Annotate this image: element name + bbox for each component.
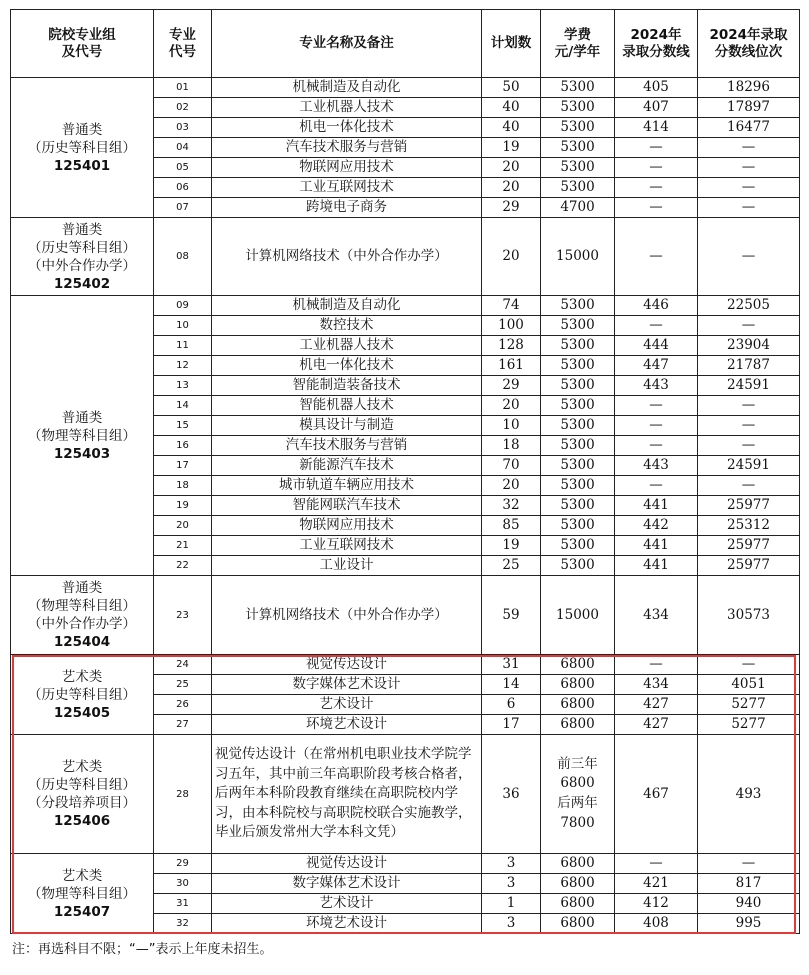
plan-count: 3 (482, 914, 541, 934)
plan-count: 19 (482, 138, 541, 158)
major-name: 模具设计与制造 (212, 416, 482, 436)
header-score: 2024年 录取分数线 (615, 10, 698, 78)
group-label-line: 艺术类 (61, 867, 103, 884)
major-code: 19 (154, 496, 212, 516)
group-label-line: 普通类 (61, 409, 103, 426)
major-name: 跨境电子商务 (212, 198, 482, 218)
min-score-2024: 447 (615, 356, 698, 376)
plan-count: 85 (482, 516, 541, 536)
group-label-line: （分段培养项目） (28, 795, 136, 811)
major-name: 艺术设计 (212, 894, 482, 914)
plan-count: 32 (482, 496, 541, 516)
min-rank-2024: — (698, 138, 800, 158)
table-row (11, 78, 800, 98)
major-code: 28 (154, 735, 212, 854)
major-code: 03 (154, 118, 212, 138)
group-cell (11, 854, 154, 934)
tuition-fee: 5300 (541, 516, 615, 536)
min-rank-2024: 25977 (698, 556, 800, 576)
tuition-fee: 5300 (541, 138, 615, 158)
min-rank-2024: — (698, 198, 800, 218)
min-score-2024: 427 (615, 695, 698, 715)
group-code: 125407 (53, 903, 111, 920)
min-score-2024: 427 (615, 715, 698, 735)
major-name: 视觉传达设计 (212, 655, 482, 675)
plan-count: 128 (482, 336, 541, 356)
major-name: 视觉传达设计（在常州机电职业技术学院学习五年，其中前三年高职阶段考核合格者，后两年本科阶段教育继续在高职院校内学习，由本科院校与高职院校联合实施教学，毕业后颁发常州大学本科文凭） (212, 735, 482, 854)
tuition-fee: 5300 (541, 356, 615, 376)
min-rank-2024: 25312 (698, 516, 800, 536)
major-code: 25 (154, 675, 212, 695)
min-score-2024: — (615, 138, 698, 158)
tuition-fee: 5300 (541, 78, 615, 98)
group-label-line: 艺术类 (61, 668, 103, 685)
tuition-fee: 6800 (541, 715, 615, 735)
major-name: 工业互联网技术 (212, 536, 482, 556)
table-row (11, 655, 800, 675)
min-score-2024: 408 (615, 914, 698, 934)
min-score-2024: 441 (615, 496, 698, 516)
major-name: 城市轨道车辆应用技术 (212, 476, 482, 496)
group-cell (11, 735, 154, 854)
plan-count: 40 (482, 118, 541, 138)
plan-count: 3 (482, 854, 541, 874)
major-name: 新能源汽车技术 (212, 456, 482, 476)
min-rank-2024: 25977 (698, 496, 800, 516)
group-label-line: （物理等科目组） (28, 598, 136, 614)
min-score-2024: — (615, 476, 698, 496)
major-code: 13 (154, 376, 212, 396)
plan-count: 31 (482, 655, 541, 675)
tuition-fee: 5300 (541, 456, 615, 476)
table-body (11, 78, 800, 934)
header-row (11, 10, 800, 78)
major-code: 23 (154, 576, 212, 655)
min-score-2024: — (615, 178, 698, 198)
plan-count: 100 (482, 316, 541, 336)
tuition-fee: 6800 (541, 874, 615, 894)
tuition-fee: 5300 (541, 296, 615, 316)
fee-line: 6800 (560, 775, 595, 792)
min-rank-2024: 23904 (698, 336, 800, 356)
min-score-2024: 441 (615, 536, 698, 556)
tuition-fee: 5300 (541, 396, 615, 416)
major-name: 工业设计 (212, 556, 482, 576)
plan-count: 20 (482, 476, 541, 496)
min-rank-2024: — (698, 218, 800, 296)
min-rank-2024: 24591 (698, 456, 800, 476)
major-code: 30 (154, 874, 212, 894)
plan-count: 17 (482, 715, 541, 735)
min-score-2024: — (615, 436, 698, 456)
major-name: 机电一体化技术 (212, 356, 482, 376)
major-code: 18 (154, 476, 212, 496)
min-score-2024: 405 (615, 78, 698, 98)
major-name: 工业互联网技术 (212, 178, 482, 198)
min-rank-2024: — (698, 396, 800, 416)
major-code: 14 (154, 396, 212, 416)
min-rank-2024: — (698, 158, 800, 178)
group-code: 125405 (53, 704, 111, 721)
major-name: 视觉传达设计 (212, 854, 482, 874)
header-group: 院校专业组 及代号 (11, 10, 154, 78)
group-label-line: （中外合作办学） (28, 257, 136, 274)
min-score-2024: — (615, 854, 698, 874)
min-score-2024: — (615, 655, 698, 675)
header-name: 专业名称及备注 (212, 10, 482, 78)
group-label-line: （历史等科目组） (28, 239, 136, 256)
major-code: 08 (154, 218, 212, 296)
major-code: 09 (154, 296, 212, 316)
min-score-2024: 442 (615, 516, 698, 536)
group-code: 125406 (53, 813, 111, 829)
min-rank-2024: — (698, 416, 800, 436)
group-label-line: （中外合作办学） (28, 616, 136, 632)
header-fee: 学费 元/学年 (541, 10, 615, 78)
min-rank-2024: 17897 (698, 98, 800, 118)
min-rank-2024: — (698, 436, 800, 456)
admission-table (10, 9, 800, 934)
min-rank-2024: 16477 (698, 118, 800, 138)
min-score-2024: 444 (615, 336, 698, 356)
min-rank-2024: 493 (698, 735, 800, 854)
group-code: 125404 (53, 634, 111, 650)
group-cell (11, 218, 154, 296)
major-name: 物联网应用技术 (212, 158, 482, 178)
min-rank-2024: 18296 (698, 78, 800, 98)
major-name: 计算机网络技术（中外合作办学） (212, 218, 482, 296)
min-rank-2024: 24591 (698, 376, 800, 396)
major-code: 04 (154, 138, 212, 158)
plan-count: 20 (482, 396, 541, 416)
min-score-2024: 446 (615, 296, 698, 316)
min-rank-2024: 4051 (698, 675, 800, 695)
table-row (11, 735, 800, 854)
min-score-2024: — (615, 316, 698, 336)
footnote: 注：再选科目不限；“—”表示上年度未招生。 (12, 942, 273, 957)
major-code: 29 (154, 854, 212, 874)
major-name: 物联网应用技术 (212, 516, 482, 536)
tuition-fee: 5300 (541, 476, 615, 496)
min-score-2024: 434 (615, 576, 698, 655)
min-score-2024: 443 (615, 376, 698, 396)
header-plan: 计划数 (482, 10, 541, 78)
major-code: 15 (154, 416, 212, 436)
tuition-fee: 4700 (541, 198, 615, 218)
plan-count: 19 (482, 536, 541, 556)
min-score-2024: 467 (615, 735, 698, 854)
min-score-2024: 414 (615, 118, 698, 138)
plan-count: 25 (482, 556, 541, 576)
min-rank-2024: 995 (698, 914, 800, 934)
group-label-line: （历史等科目组） (28, 777, 136, 793)
min-rank-2024: — (698, 178, 800, 198)
min-rank-2024: 25977 (698, 536, 800, 556)
plan-count: 70 (482, 456, 541, 476)
min-score-2024: 441 (615, 556, 698, 576)
group-label-line: 普通类 (61, 580, 103, 596)
tuition-fee: 15000 (541, 576, 615, 655)
major-name: 数字媒体艺术设计 (212, 874, 482, 894)
major-name: 智能网联汽车技术 (212, 496, 482, 516)
min-rank-2024: 5277 (698, 695, 800, 715)
plan-count: 6 (482, 695, 541, 715)
major-code: 24 (154, 655, 212, 675)
group-label-line: 普通类 (61, 121, 103, 138)
major-code: 32 (154, 914, 212, 934)
group-label-line: 艺术类 (61, 759, 103, 775)
group-code: 125401 (53, 157, 111, 174)
plan-count: 18 (482, 436, 541, 456)
tuition-fee: 5300 (541, 158, 615, 178)
min-score-2024: — (615, 158, 698, 178)
min-score-2024: 407 (615, 98, 698, 118)
plan-count: 3 (482, 874, 541, 894)
major-name: 机械制造及自动化 (212, 296, 482, 316)
major-code: 16 (154, 436, 212, 456)
plan-count: 14 (482, 675, 541, 695)
major-name: 汽车技术服务与营销 (212, 436, 482, 456)
major-code: 10 (154, 316, 212, 336)
min-score-2024: — (615, 416, 698, 436)
major-name: 计算机网络技术（中外合作办学） (212, 576, 482, 655)
major-name: 智能制造装备技术 (212, 376, 482, 396)
major-code: 01 (154, 78, 212, 98)
plan-count: 59 (482, 576, 541, 655)
major-name: 汽车技术服务与营销 (212, 138, 482, 158)
fee-line: 后两年 (557, 795, 598, 811)
min-rank-2024: 21787 (698, 356, 800, 376)
min-rank-2024: 30573 (698, 576, 800, 655)
min-score-2024: 443 (615, 456, 698, 476)
plan-count: 29 (482, 198, 541, 218)
min-score-2024: 412 (615, 894, 698, 914)
min-rank-2024: 940 (698, 894, 800, 914)
major-code: 27 (154, 715, 212, 735)
table-row (11, 218, 800, 296)
major-code: 07 (154, 198, 212, 218)
group-code: 125402 (53, 275, 111, 292)
tuition-fee: 6800 (541, 695, 615, 715)
min-score-2024: — (615, 396, 698, 416)
tuition-fee (541, 735, 615, 854)
major-code: 17 (154, 456, 212, 476)
min-rank-2024: 5277 (698, 715, 800, 735)
group-cell (11, 655, 154, 735)
plan-count: 20 (482, 218, 541, 296)
min-rank-2024: — (698, 316, 800, 336)
tuition-fee: 5300 (541, 556, 615, 576)
tuition-fee: 6800 (541, 854, 615, 874)
major-name: 工业机器人技术 (212, 336, 482, 356)
group-label-line: 普通类 (61, 221, 103, 238)
major-name: 工业机器人技术 (212, 98, 482, 118)
fee-line: 7800 (560, 814, 595, 831)
group-cell (11, 78, 154, 218)
group-label-line: （物理等科目组） (28, 885, 136, 902)
group-cell (11, 296, 154, 576)
major-code: 22 (154, 556, 212, 576)
min-rank-2024: 22505 (698, 296, 800, 316)
tuition-fee: 5300 (541, 496, 615, 516)
major-code: 26 (154, 695, 212, 715)
major-code: 12 (154, 356, 212, 376)
plan-count: 36 (482, 735, 541, 854)
major-code: 02 (154, 98, 212, 118)
header-code: 专业 代号 (154, 10, 212, 78)
tuition-fee: 5300 (541, 336, 615, 356)
plan-count: 10 (482, 416, 541, 436)
min-score-2024: — (615, 218, 698, 296)
min-rank-2024: 817 (698, 874, 800, 894)
tuition-fee: 5300 (541, 98, 615, 118)
min-score-2024: 421 (615, 874, 698, 894)
plan-count: 20 (482, 158, 541, 178)
major-code: 11 (154, 336, 212, 356)
tuition-fee: 5300 (541, 536, 615, 556)
tuition-fee: 5300 (541, 416, 615, 436)
tuition-fee: 6800 (541, 655, 615, 675)
tuition-fee: 5300 (541, 118, 615, 138)
major-name: 智能机器人技术 (212, 396, 482, 416)
tuition-fee: 5300 (541, 436, 615, 456)
major-code: 21 (154, 536, 212, 556)
table-row (11, 576, 800, 655)
major-code: 31 (154, 894, 212, 914)
min-rank-2024: — (698, 854, 800, 874)
tuition-fee: 5300 (541, 316, 615, 336)
group-label-line: （物理等科目组） (28, 427, 136, 444)
min-score-2024: 434 (615, 675, 698, 695)
plan-count: 161 (482, 356, 541, 376)
group-cell (11, 576, 154, 655)
plan-count: 40 (482, 98, 541, 118)
major-code: 06 (154, 178, 212, 198)
major-name: 机电一体化技术 (212, 118, 482, 138)
plan-count: 74 (482, 296, 541, 316)
min-rank-2024: — (698, 655, 800, 675)
tuition-fee: 6800 (541, 675, 615, 695)
plan-count: 29 (482, 376, 541, 396)
table-row (11, 296, 800, 316)
plan-count: 50 (482, 78, 541, 98)
plan-count: 1 (482, 894, 541, 914)
group-label-line: （历史等科目组） (28, 139, 136, 156)
major-name: 数字媒体艺术设计 (212, 675, 482, 695)
major-name: 环境艺术设计 (212, 914, 482, 934)
min-score-2024: — (615, 198, 698, 218)
table-row (11, 854, 800, 874)
tuition-fee: 6800 (541, 894, 615, 914)
major-name: 环境艺术设计 (212, 715, 482, 735)
plan-count: 20 (482, 178, 541, 198)
tuition-fee: 6800 (541, 914, 615, 934)
major-code: 05 (154, 158, 212, 178)
major-code: 20 (154, 516, 212, 536)
major-name: 艺术设计 (212, 695, 482, 715)
tuition-fee: 5300 (541, 376, 615, 396)
major-name: 机械制造及自动化 (212, 78, 482, 98)
group-code: 125403 (53, 445, 111, 462)
fee-line: 前三年 (557, 755, 598, 772)
header-rank: 2024年录取 分数线位次 (698, 10, 800, 78)
tuition-fee: 15000 (541, 218, 615, 296)
admission-table-container (10, 9, 800, 934)
group-label-line: （历史等科目组） (28, 686, 136, 703)
tuition-fee: 5300 (541, 178, 615, 198)
min-rank-2024: — (698, 476, 800, 496)
major-name: 数控技术 (212, 316, 482, 336)
